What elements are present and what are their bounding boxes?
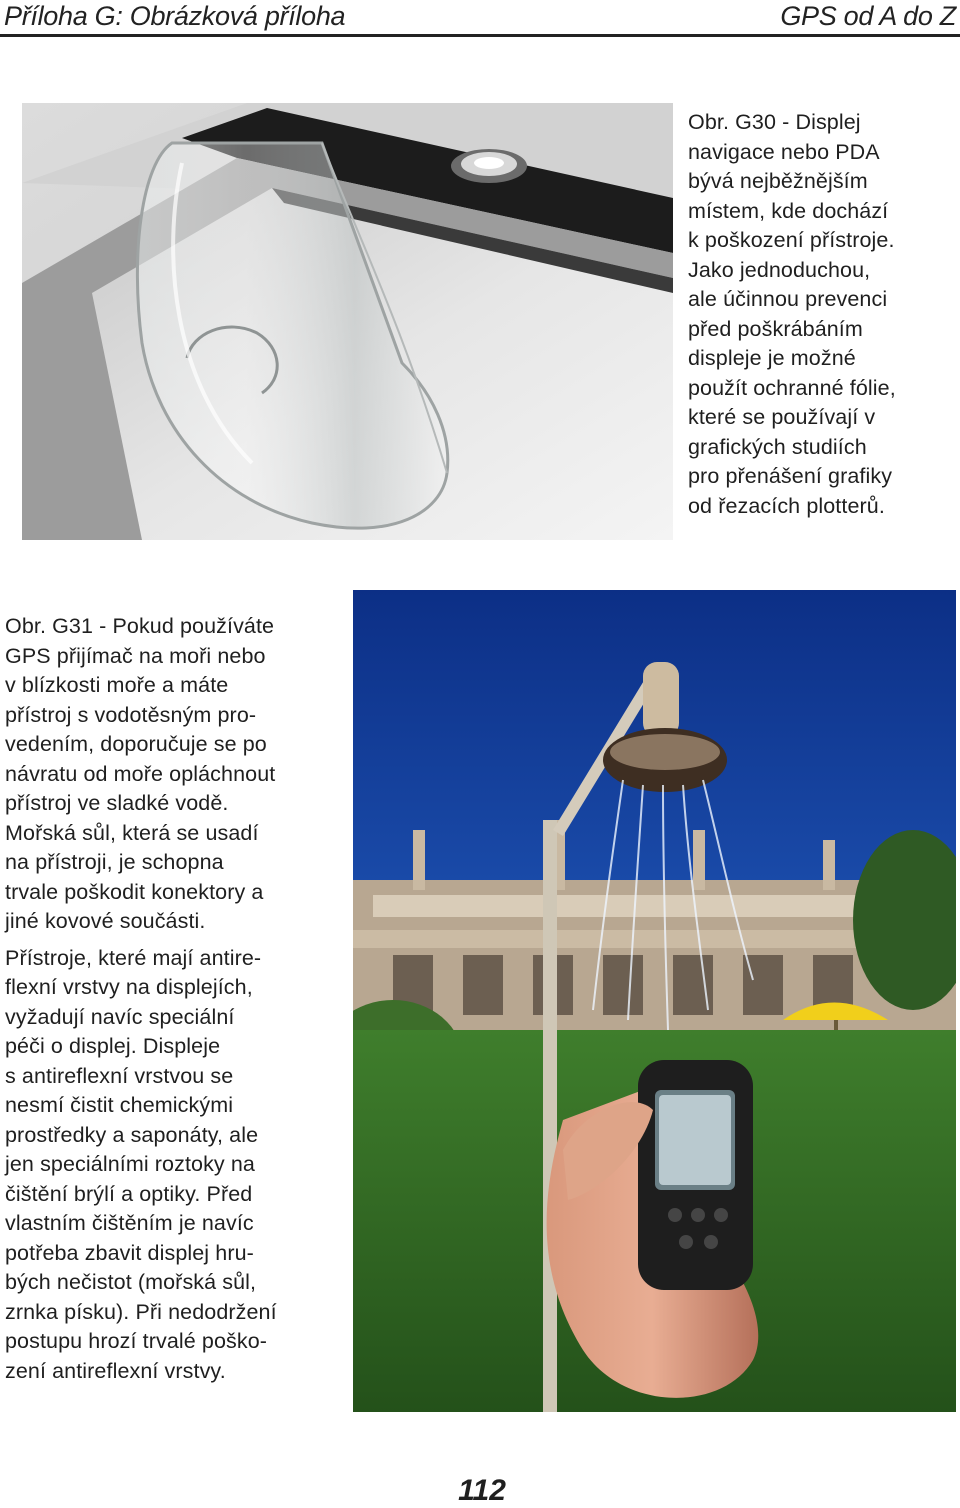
caption-line: flexní vrstvy na displejích, <box>5 975 253 999</box>
photo-protective-film-on-display <box>22 103 673 540</box>
caption-line: k poškození přístroje. <box>688 228 895 252</box>
caption-line: které se používají v <box>688 405 876 429</box>
photo-gps-rinsed-under-shower <box>353 590 956 1412</box>
header-chapter-title: Příloha G: Obrázková příloha <box>4 1 346 31</box>
caption-line: trvale poškodit konektory a <box>5 879 264 904</box>
caption-line: Jako jednoduchou, <box>688 257 871 282</box>
caption-line: displeje je možné <box>688 346 856 370</box>
caption-line: pro přenášení grafiky <box>688 464 893 488</box>
caption-line: na přístroji, je schopna <box>5 850 224 874</box>
page-header <box>0 0 960 37</box>
caption-line: vedením, doporučuje se po <box>5 732 267 756</box>
caption-line: ale účinnou prevenci <box>688 287 888 311</box>
figure-g30-caption-text <box>688 108 958 521</box>
caption-line: potřeba zbavit displej hru- <box>5 1240 254 1265</box>
caption-line: prostředky a saponáty, ale <box>5 1122 259 1147</box>
caption-line: zení antireflexní vrstvy. <box>5 1358 226 1383</box>
caption-line: s antireflexní vrstvou se <box>5 1063 234 1088</box>
caption-line: nesmí čistit chemickými <box>5 1093 234 1117</box>
caption-line: čištění brýlí a optiky. Před <box>5 1181 253 1206</box>
caption-line: Přístroje, které mají antire- <box>5 945 262 970</box>
figure-g31-paragraph-2 <box>5 944 345 1387</box>
page-number: 112 <box>458 1474 506 1507</box>
caption-line: zrnka písku). Při nedodržení <box>5 1299 277 1324</box>
caption-line: vyžadují navíc speciální <box>5 1004 235 1029</box>
caption-line: místem, kde dochází <box>688 198 889 223</box>
figure-g31-paragraph-1 <box>5 612 345 937</box>
header-book-title: GPS od A do Z <box>780 1 956 31</box>
caption-line: navigace nebo PDA <box>688 139 880 164</box>
figure-g30-caption <box>688 108 958 521</box>
caption-line: přístroj ve sladké vodě. <box>5 791 229 815</box>
caption-line: Obr. G30 - Displej <box>688 110 861 134</box>
caption-line: návratu od moře opláchnout <box>5 761 276 786</box>
caption-line: bých nečistot (mořská sůl, <box>5 1270 257 1294</box>
caption-line: přístroj s vodotěsným pro- <box>5 702 257 727</box>
caption-line: grafických studiích <box>688 434 867 459</box>
caption-line: jen speciálními roztoky na <box>5 1152 255 1176</box>
caption-line: Mořská sůl, která se usadí <box>5 820 259 845</box>
caption-line: jiné kovové součásti. <box>5 909 206 933</box>
figure-g31-caption <box>5 612 345 1386</box>
caption-line: bývá nejběžnějším <box>688 169 868 193</box>
caption-line: péči o displej. Displeje <box>5 1034 221 1058</box>
caption-line: v blízkosti moře a máte <box>5 673 229 697</box>
caption-line: Obr. G31 - Pokud používáte <box>5 614 275 638</box>
caption-line: GPS přijímač na moři nebo <box>5 643 266 668</box>
caption-line: před poškrábáním <box>688 316 863 341</box>
caption-line: postupu hrozí trvalé poško- <box>5 1329 268 1353</box>
caption-line: od řezacích plotterů. <box>688 493 885 518</box>
caption-line: použít ochranné fólie, <box>688 375 896 400</box>
caption-line: vlastním čištěním je navíc <box>5 1211 254 1235</box>
